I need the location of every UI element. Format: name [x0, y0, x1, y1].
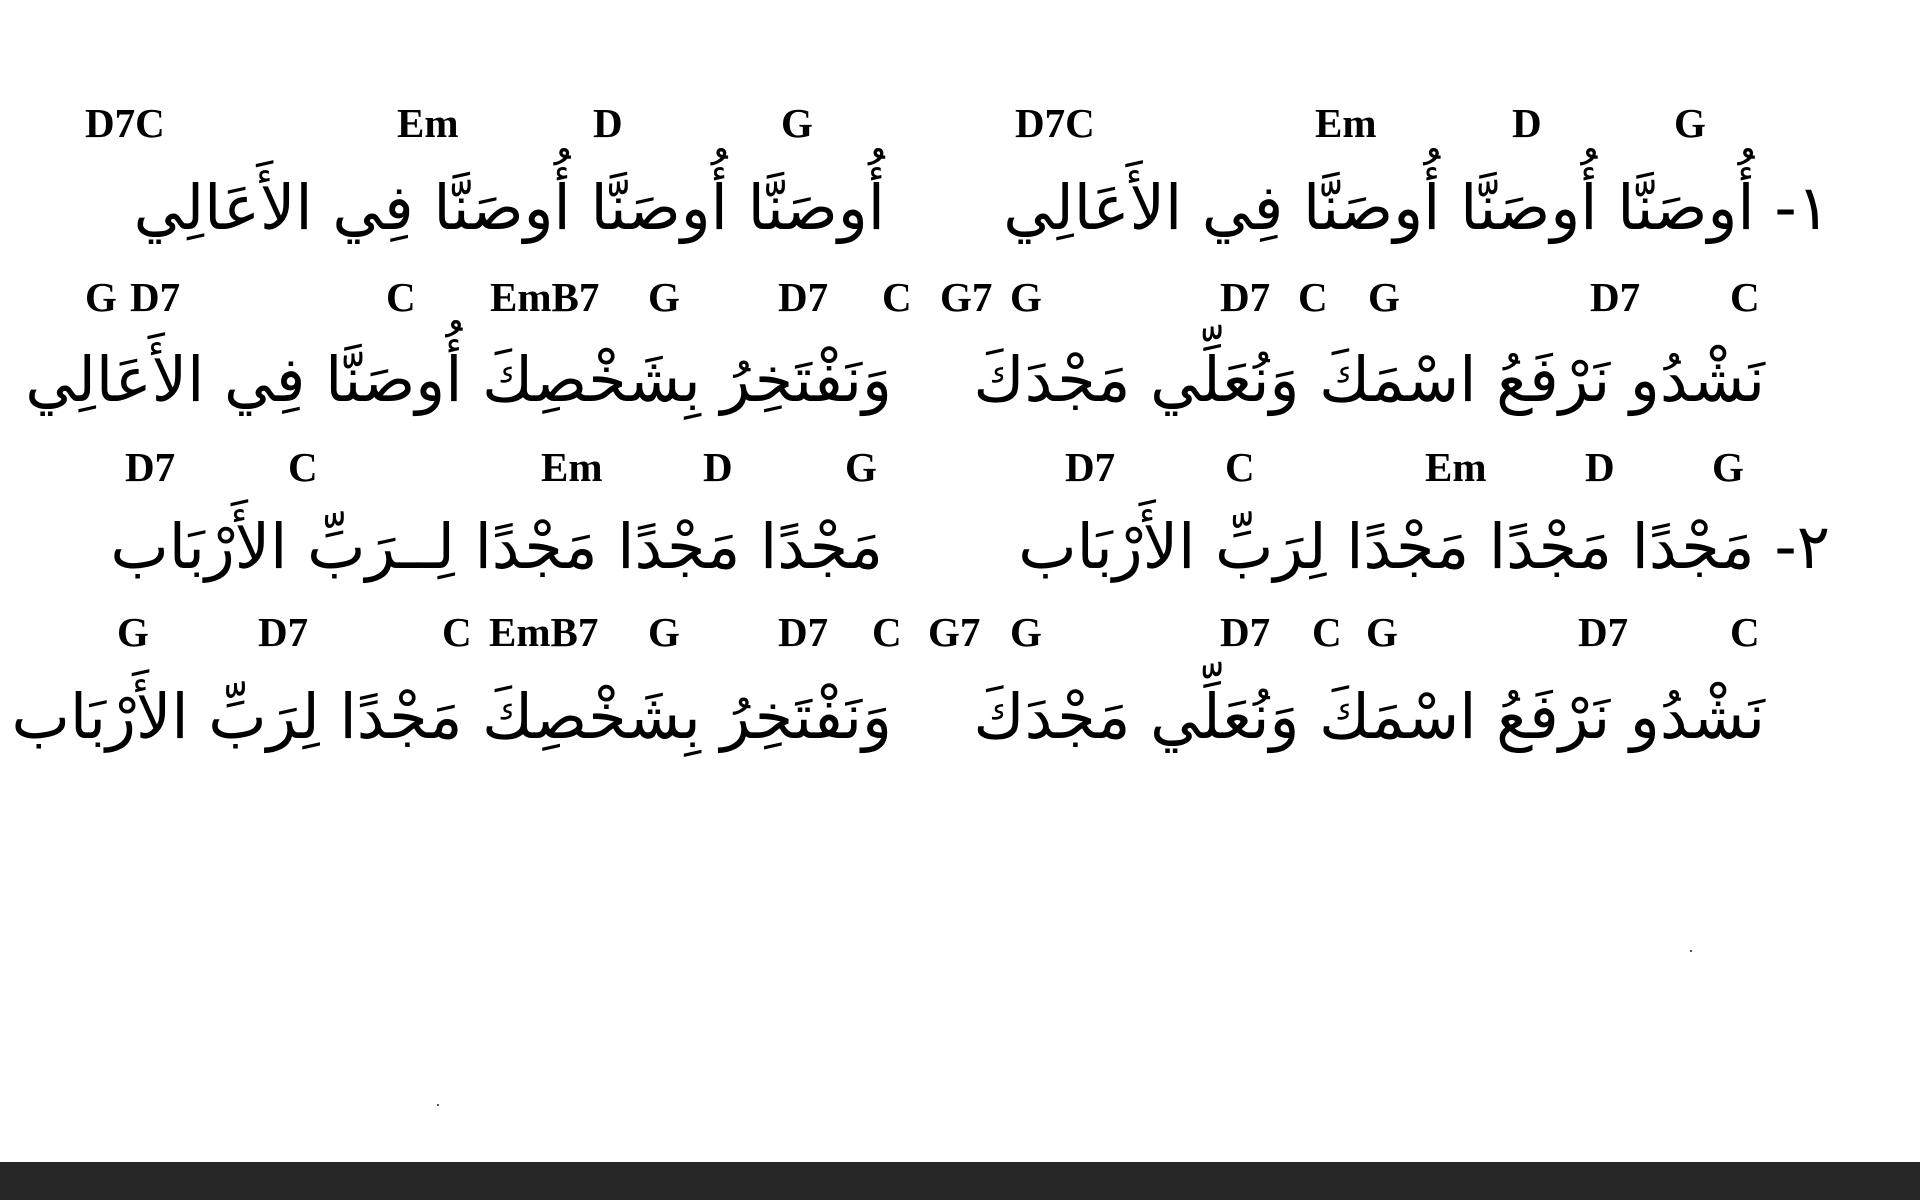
lyric-v1-l1-left: أُوصَنَّا أُوصَنَّا أُوصَنَّا فِي الأَعَالِي	[133, 171, 885, 244]
chord: D7	[778, 609, 829, 655]
lyric-v1-l2-left: وَنَفْتَخِرُ بِشَخْصِكَ أُوصَنَّا فِي الأَعَالِي	[25, 343, 892, 416]
chord: G	[1366, 609, 1398, 655]
chord: D	[1585, 444, 1615, 490]
chord: EmB7	[490, 274, 600, 320]
chord: Em	[1425, 444, 1487, 490]
chord: D7	[125, 444, 176, 490]
chord: EmB7	[489, 609, 599, 655]
lyric-v2-l1-right: ٢- مَجْدًا مَجْدًا مَجْدًا لِرَبِّ الأَرْبَاب	[1018, 510, 1830, 583]
chord: C	[882, 274, 912, 320]
chord: G	[1674, 100, 1706, 146]
chord: D7	[1578, 609, 1629, 655]
chord: Em	[541, 444, 603, 490]
chord: G	[1010, 274, 1042, 320]
chord: C	[1298, 274, 1328, 320]
chord: D	[703, 444, 733, 490]
chord: G	[781, 100, 813, 146]
chord: G	[85, 274, 117, 320]
chord: C	[288, 444, 318, 490]
chord: Em	[397, 100, 459, 146]
scan-speck	[437, 1104, 439, 1106]
chord-row-v2-l2	[0, 607, 1920, 657]
lyric-v2-l2-right: نَشْدُو نَرْفَعُ اسْمَكَ وَنُعَلِّي مَجْدَكَ	[973, 680, 1765, 753]
chord: C	[872, 609, 902, 655]
chord: D7C	[1015, 100, 1095, 146]
lyric-v2-l2-left: وَنَفْتَخِرُ بِشَخْصِكَ مَجْدًا لِرَبِّ الأَرْبَاب	[11, 680, 892, 753]
chord: G	[1712, 444, 1744, 490]
chord: G	[648, 274, 680, 320]
chord: D7	[1065, 444, 1116, 490]
chord: C	[1225, 444, 1255, 490]
chord: D7	[258, 609, 309, 655]
chord: D7	[130, 274, 181, 320]
chord: C	[386, 274, 416, 320]
chord-row-v2-l1	[0, 442, 1920, 492]
chord: D7	[1220, 609, 1271, 655]
lyric-v1-l1-right: ١- أُوصَنَّا أُوصَنَّا أُوصَنَّا فِي الأَعَالِي	[1003, 171, 1830, 244]
chord: G	[845, 444, 877, 490]
chord: G7	[928, 609, 981, 655]
chord: D7	[1590, 274, 1641, 320]
chord: C	[1730, 609, 1760, 655]
chord: C	[442, 609, 472, 655]
chord-row-v1-l2	[0, 272, 1920, 322]
lyric-v2-l1-left: مَجْدًا مَجْدًا مَجْدًا لِــرَبِّ الأَرْبَاب	[110, 510, 883, 583]
chord: G7	[940, 274, 993, 320]
chord: G	[1368, 274, 1400, 320]
chord: D7	[778, 274, 829, 320]
chord: D7C	[85, 100, 165, 146]
chord: Em	[1315, 100, 1377, 146]
viewer-bottom-bar	[0, 1162, 1920, 1200]
chord: C	[1730, 274, 1760, 320]
lyric-v1-l2-right: نَشْدُو نَرْفَعُ اسْمَكَ وَنُعَلِّي مَجْدَكَ	[973, 343, 1765, 416]
chord: D	[1512, 100, 1542, 146]
scan-speck	[1690, 950, 1692, 952]
chord: G	[648, 609, 680, 655]
chord: D7	[1220, 274, 1271, 320]
chord: C	[1312, 609, 1342, 655]
chord: G	[1010, 609, 1042, 655]
chord-row-v1-l1	[0, 98, 1920, 148]
chord: G	[117, 609, 149, 655]
chord: D	[593, 100, 623, 146]
